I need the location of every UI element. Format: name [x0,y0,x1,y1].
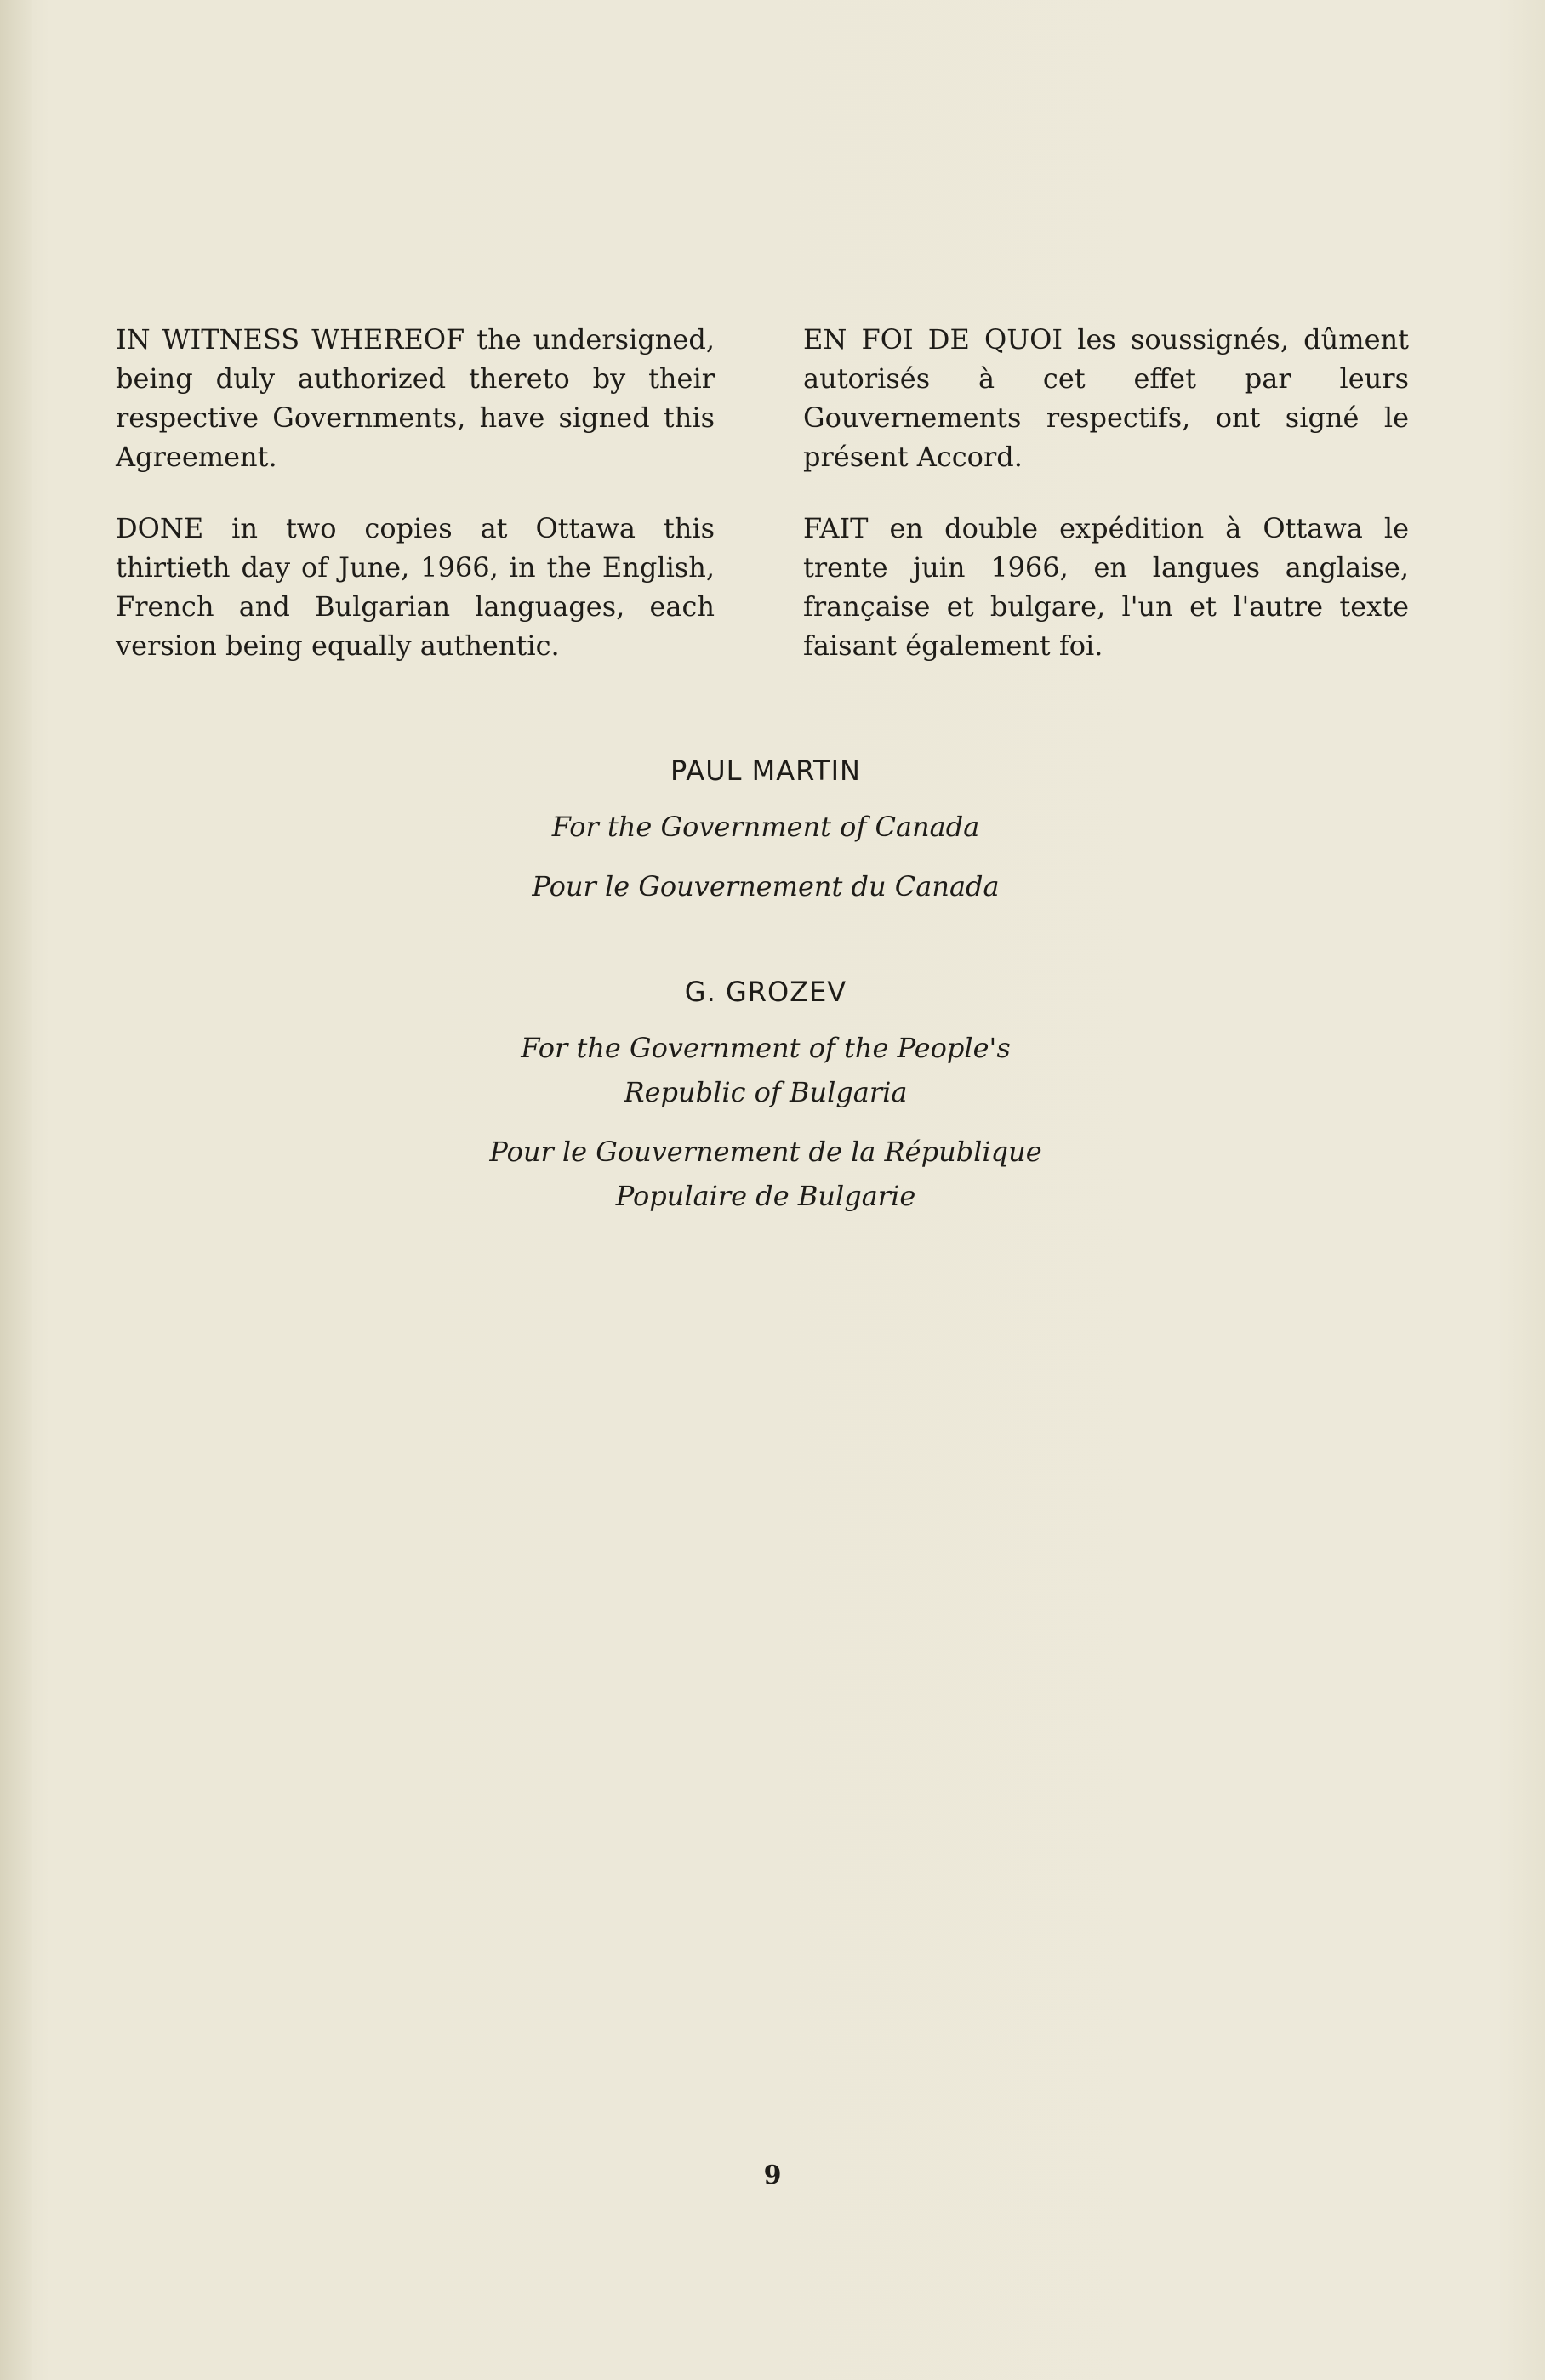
text-columns [116,320,1409,694]
signatory-name: G. GROZEV [684,976,847,1008]
english-witness-paragraph: IN WITNESS WHEREOF the undersigned, being duly authorized thereto by their respective Governments, have signed this Agreement. [116,323,715,473]
signatory-english-title [340,805,1191,849]
signatory-french-line: Populaire de Bulgarie [615,1180,916,1212]
signatory-english-line: For the Government of the People's [521,1032,1011,1064]
binding-edge [0,0,32,2380]
french-done-paragraph: FAIT en double expédition à Ottawa le trente juin 1966, en langues anglaise, française et bulgare, l'un et l'autre texte faisant également foi. [803,512,1409,662]
french-column [803,320,1409,697]
page-number: 9 [763,2161,782,2190]
signatory-french-title [340,1130,1191,1218]
english-done-paragraph: DONE in two copies at Ottawa this thirtieth day of June, 1966, in the English, French and Bulgarian languages, each version being equally authentic. [116,512,715,662]
signatory-french-title [340,864,1191,908]
signature-bulgaria [340,970,1191,1233]
english-column [116,320,715,697]
signatory-name: PAUL MARTIN [670,754,861,787]
signatory-english-title [340,1026,1191,1114]
signatory-english-line: For the Government of Canada [551,811,980,843]
signatory-english-line: Republic of Bulgaria [624,1076,908,1108]
signature-canada [340,749,1191,924]
signatory-french-line: Pour le Gouvernement de la République [489,1136,1042,1168]
french-witness-paragraph: EN FOI DE QUOI les soussignés, dûment autorisés à cet effet par leurs Gouvernements respectifs, ont signé le présent Accord. [803,323,1409,473]
signatory-french-line: Pour le Gouvernement du Canada [532,870,1000,902]
